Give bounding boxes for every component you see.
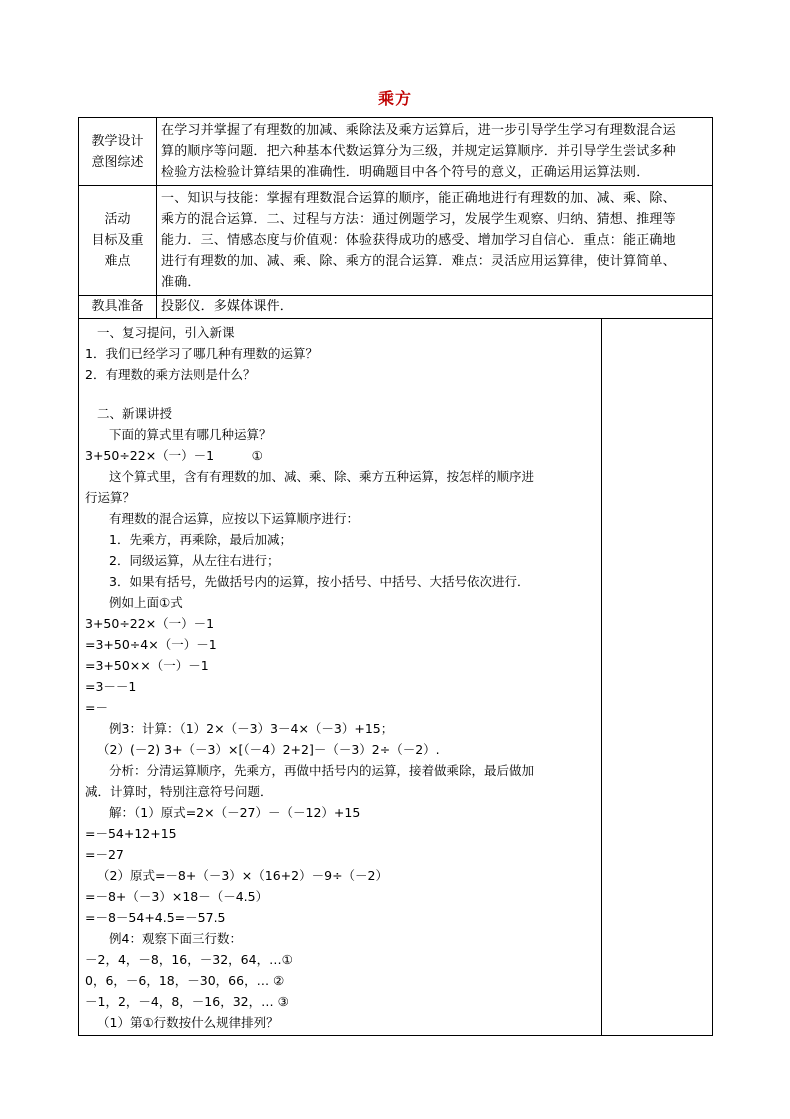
text-line: 行运算？ — [85, 490, 136, 505]
goals-content — [157, 186, 713, 296]
goals-row — [79, 186, 713, 296]
intent-line: 在学习并掌握了有理数的加减、乘除法及乘方运算后，进一步引导学生学习有理数混合运 — [161, 123, 676, 138]
text-line: 2．有理数的乘方法则是什么？ — [85, 367, 256, 382]
goals-line: 乘方的混合运算．二、过程与方法：通过例题学习，发展学生观察、归纳、猜想、推理等 — [161, 212, 676, 227]
formula-line: （2）(－2) 3+（－3）×[（－4）2+2]－（－3）2÷（－2）. — [97, 742, 440, 757]
goals-label-line: 目标及重 — [91, 233, 144, 248]
goals-label-line: 活动 — [104, 212, 131, 227]
text-line: 这个算式里，含有有理数的加、减、乘、除、乘方五种运算，按怎样的顺序进 — [109, 469, 535, 484]
goals-line: 准确． — [161, 275, 201, 290]
text-line: 分析：分清运算顺序，先乘方，再做中括号内的运算，接着做乘除，最后做加 — [109, 763, 535, 778]
text-line: 有理数的混合运算，应按以下运算顺序进行： — [109, 511, 360, 526]
formula-line: =3+50××（一）－1 — [85, 658, 209, 673]
goals-line: 一、知识与技能：掌握有理数混合运算的顺序，能正确地进行有理数的加、减、乘、除、 — [161, 191, 676, 206]
formula-line: －1，2，－4，8，－16，32，… ③ — [85, 994, 289, 1009]
intent-line: 检验方法检验计算结果的准确性．明确题目中各个符号的意义，正确运用运算法则． — [161, 165, 650, 180]
text-line: 解：（1）原式=2×（－27）－（－12）+15 — [109, 805, 361, 820]
formula-line: 0，6，－6，18，－30，66，… ② — [85, 973, 285, 988]
goals-line: 能力．三、情感态度与价值观：体验获得成功的感受、增加学习自信心．重点：能正确地 — [161, 233, 676, 248]
goals-label-line: 难点 — [104, 254, 131, 269]
formula-line: －2，4，－8，16，－32，64，…① — [85, 952, 293, 967]
formula-line: =－8+（－3）×18－（－4.5） — [85, 889, 269, 904]
text-line: 1．先乘方，再乘除，最后加减； — [109, 532, 292, 547]
tools-label: 教具准备 — [79, 296, 157, 319]
formula-line: =－ — [85, 700, 108, 715]
text-line: 例3：计算：（1）2×（－3）3－4×（－3）+15； — [109, 721, 394, 736]
text-line: （1）第①行数按什么规律排列？ — [97, 1015, 279, 1030]
intent-label-line: 教学设计 — [91, 133, 144, 149]
intent-label — [79, 118, 157, 186]
formula-line: 3+50÷22×（一）－1 ① — [85, 448, 263, 463]
goals-label — [79, 186, 157, 296]
teaching-process — [79, 319, 602, 1036]
tools-value: 投影仪．多媒体课件． — [157, 296, 713, 319]
section-heading: 一、复习提问，引入新课 — [97, 325, 235, 340]
formula-line: =3+50÷4×（一）－1 — [85, 637, 217, 652]
lesson-plan-table — [78, 117, 713, 1036]
intent-line: 算的顺序等问题．把六种基本代数运算分为三级，并规定运算顺序．并引导学生尝试多种 — [161, 144, 676, 159]
intent-content — [157, 118, 713, 186]
formula-line: 3+50÷22×（一）－1 — [85, 616, 215, 631]
formula-line: =－27 — [85, 847, 124, 862]
process-row — [79, 319, 713, 1036]
tools-row — [79, 296, 713, 319]
formula-line: =3－－1 — [85, 679, 137, 694]
goals-line: 进行有理数的加、减、乘、除、乘方的混合运算．难点：灵活应用运算律，使计算简单、 — [161, 254, 676, 269]
formula-line: =－54+12+15 — [85, 826, 177, 841]
text-line: 减．计算时，特别注意符号问题． — [85, 784, 273, 799]
intent-label-line: 意图综述 — [91, 154, 144, 170]
formula-line: =－8－54+4.5=－57.5 — [85, 910, 226, 925]
text-line: 1．我们已经学习了哪几种有理数的运算？ — [85, 346, 318, 361]
section-heading: 二、新课讲授 — [97, 406, 173, 421]
intent-row — [79, 118, 713, 186]
text-line: 例4：观察下面三行数： — [109, 931, 242, 946]
text-line: 3．如果有括号，先做括号内的运算，按小括号、中括号、大括号依次进行． — [109, 574, 530, 589]
text-line: 下面的算式里有哪几种运算？ — [109, 427, 272, 442]
formula-line: （2）原式=－8+（－3）×（16+2）－9÷（－2） — [97, 868, 388, 883]
text-line: 例如上面①式 — [109, 595, 183, 610]
notes-column — [602, 319, 713, 1036]
page-title: 乘方 — [377, 89, 412, 108]
text-line: 2．同级运算，从左往右进行； — [109, 553, 280, 568]
